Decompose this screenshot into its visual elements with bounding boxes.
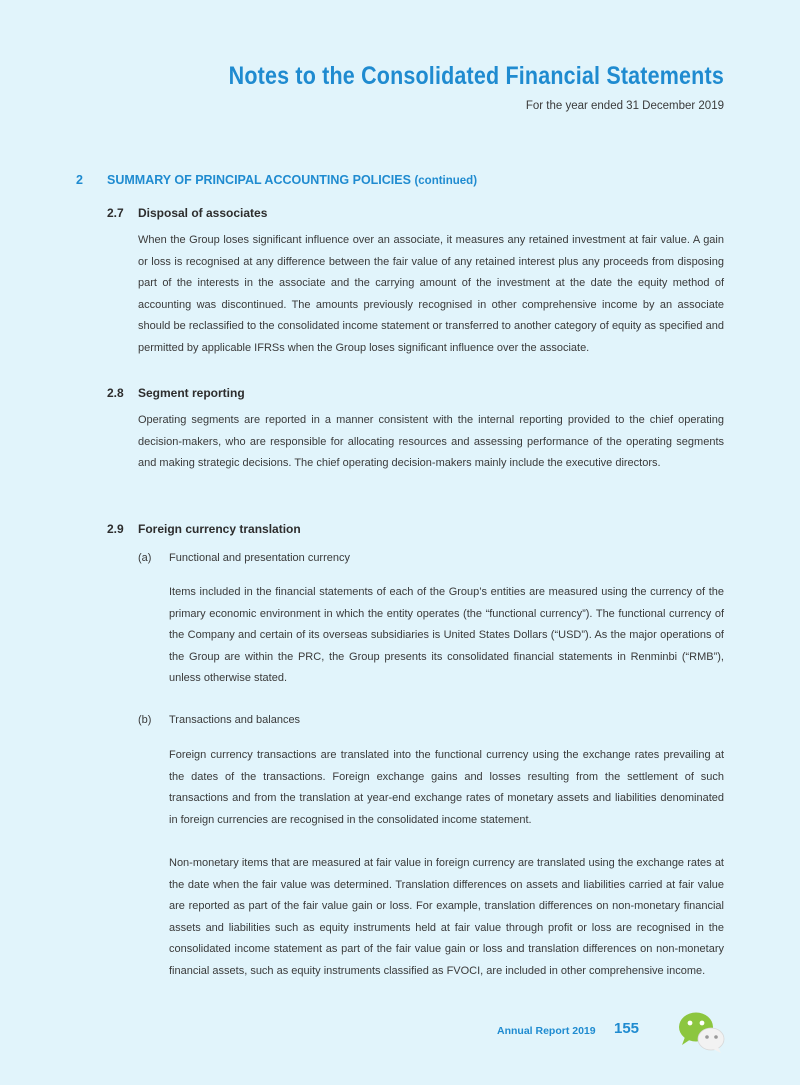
item-a-title: Functional and presentation currency [169,552,350,564]
item-b-heading [138,714,300,726]
page-number: 155 [614,1020,640,1037]
page-subtitle: For the year ended 31 December 2019 [525,100,724,112]
subsection-heading-2-9 [107,522,301,536]
section-continued: (continued) [414,175,478,187]
subsection-title: Segment reporting [138,386,245,400]
paragraph-transactions-balances: Foreign currency transactions are translated into the functional currency using the exchange rates prevailing at the dates of the transactions. Foreign exchange gains and losses resulting from the settlement of such transactions and from the translation at year-end exchange rates of monetary assets and liabilities denominated in foreign currencies are recognised in the consolidated income statement. [169,749,724,826]
subsection-heading-2-7 [107,206,267,220]
subsection-number: 2.8 [107,386,124,400]
subsection-number: 2.9 [107,522,124,536]
section-heading [76,173,477,187]
subsection-heading-2-8 [107,386,245,400]
paragraph-segment-reporting: Operating segments are reported in a manner consistent with the internal reporting provided to the chief operating decision-makers, who are responsible for allocating resources and assessing performance of the operating segments and making strategic decisions. The chief operating decision-makers mainly include the executive directors. [138,414,724,470]
item-b-title: Transactions and balances [169,714,301,726]
section-title: SUMMARY OF PRINCIPAL ACCOUNTING POLICIES [107,173,411,187]
subsection-title: Foreign currency translation [138,522,301,536]
subsection-number: 2.7 [107,206,124,220]
paragraph-non-monetary-items: Non-monetary items that are measured at fair value in foreign currency are translated using the exchange rates at the date when the fair value was determined. Translation differences on assets and liabilities carried at fair value are reported as part of the fair value gain or loss. For example, translation differences on non-monetary financial assets and liabilities such as equity instruments held at fair value through profit or loss are recognised in the consolidated income statement as part of the fair value gain or loss and translation differences on non-monetary financial assets, such as equity instruments classified as FVOCI, are included in other comprehensive income. [169,857,724,977]
wechat-logo-icon [676,1010,726,1054]
item-a-heading [138,552,350,564]
paragraph-disposal-of-associates: When the Group loses significant influence over an associate, it measures any retained investment at fair value. A gain or loss is recognised at any difference between the fair value of any retained interest plus any proceeds from disposing part of the interests in the associate and the carrying amount of the investment at the date the equity method of accounting was discontinued. The amounts previously recognised in other comprehensive income by an associate should be reclassified to the consolidated income statement or transferred to another category of equity as specified and permitted by applicable IFRSs when the Group loses significant influence over the associate. [138,234,724,354]
paragraph-functional-currency: Items included in the financial statements of each of the Group’s entities are measured using the currency of the primary economic environment in which the entity operates (the “functional currency”). The functional currency of the Company and certain of its overseas subsidiaries is United States Dollars (“USD”). As the major operations of the Group are within the PRC, the Group presents its consolidated financial statements in Renminbi (“RMB”), unless otherwise stated. [169,586,724,685]
page-title: Notes to the Consolidated Financial Statements [228,62,724,90]
item-b-label: (b) [138,714,152,726]
item-a-label: (a) [138,552,152,564]
footer-report-title: Annual Report 2019 [497,1025,596,1037]
subsection-title: Disposal of associates [138,206,268,220]
section-number: 2 [76,173,83,187]
